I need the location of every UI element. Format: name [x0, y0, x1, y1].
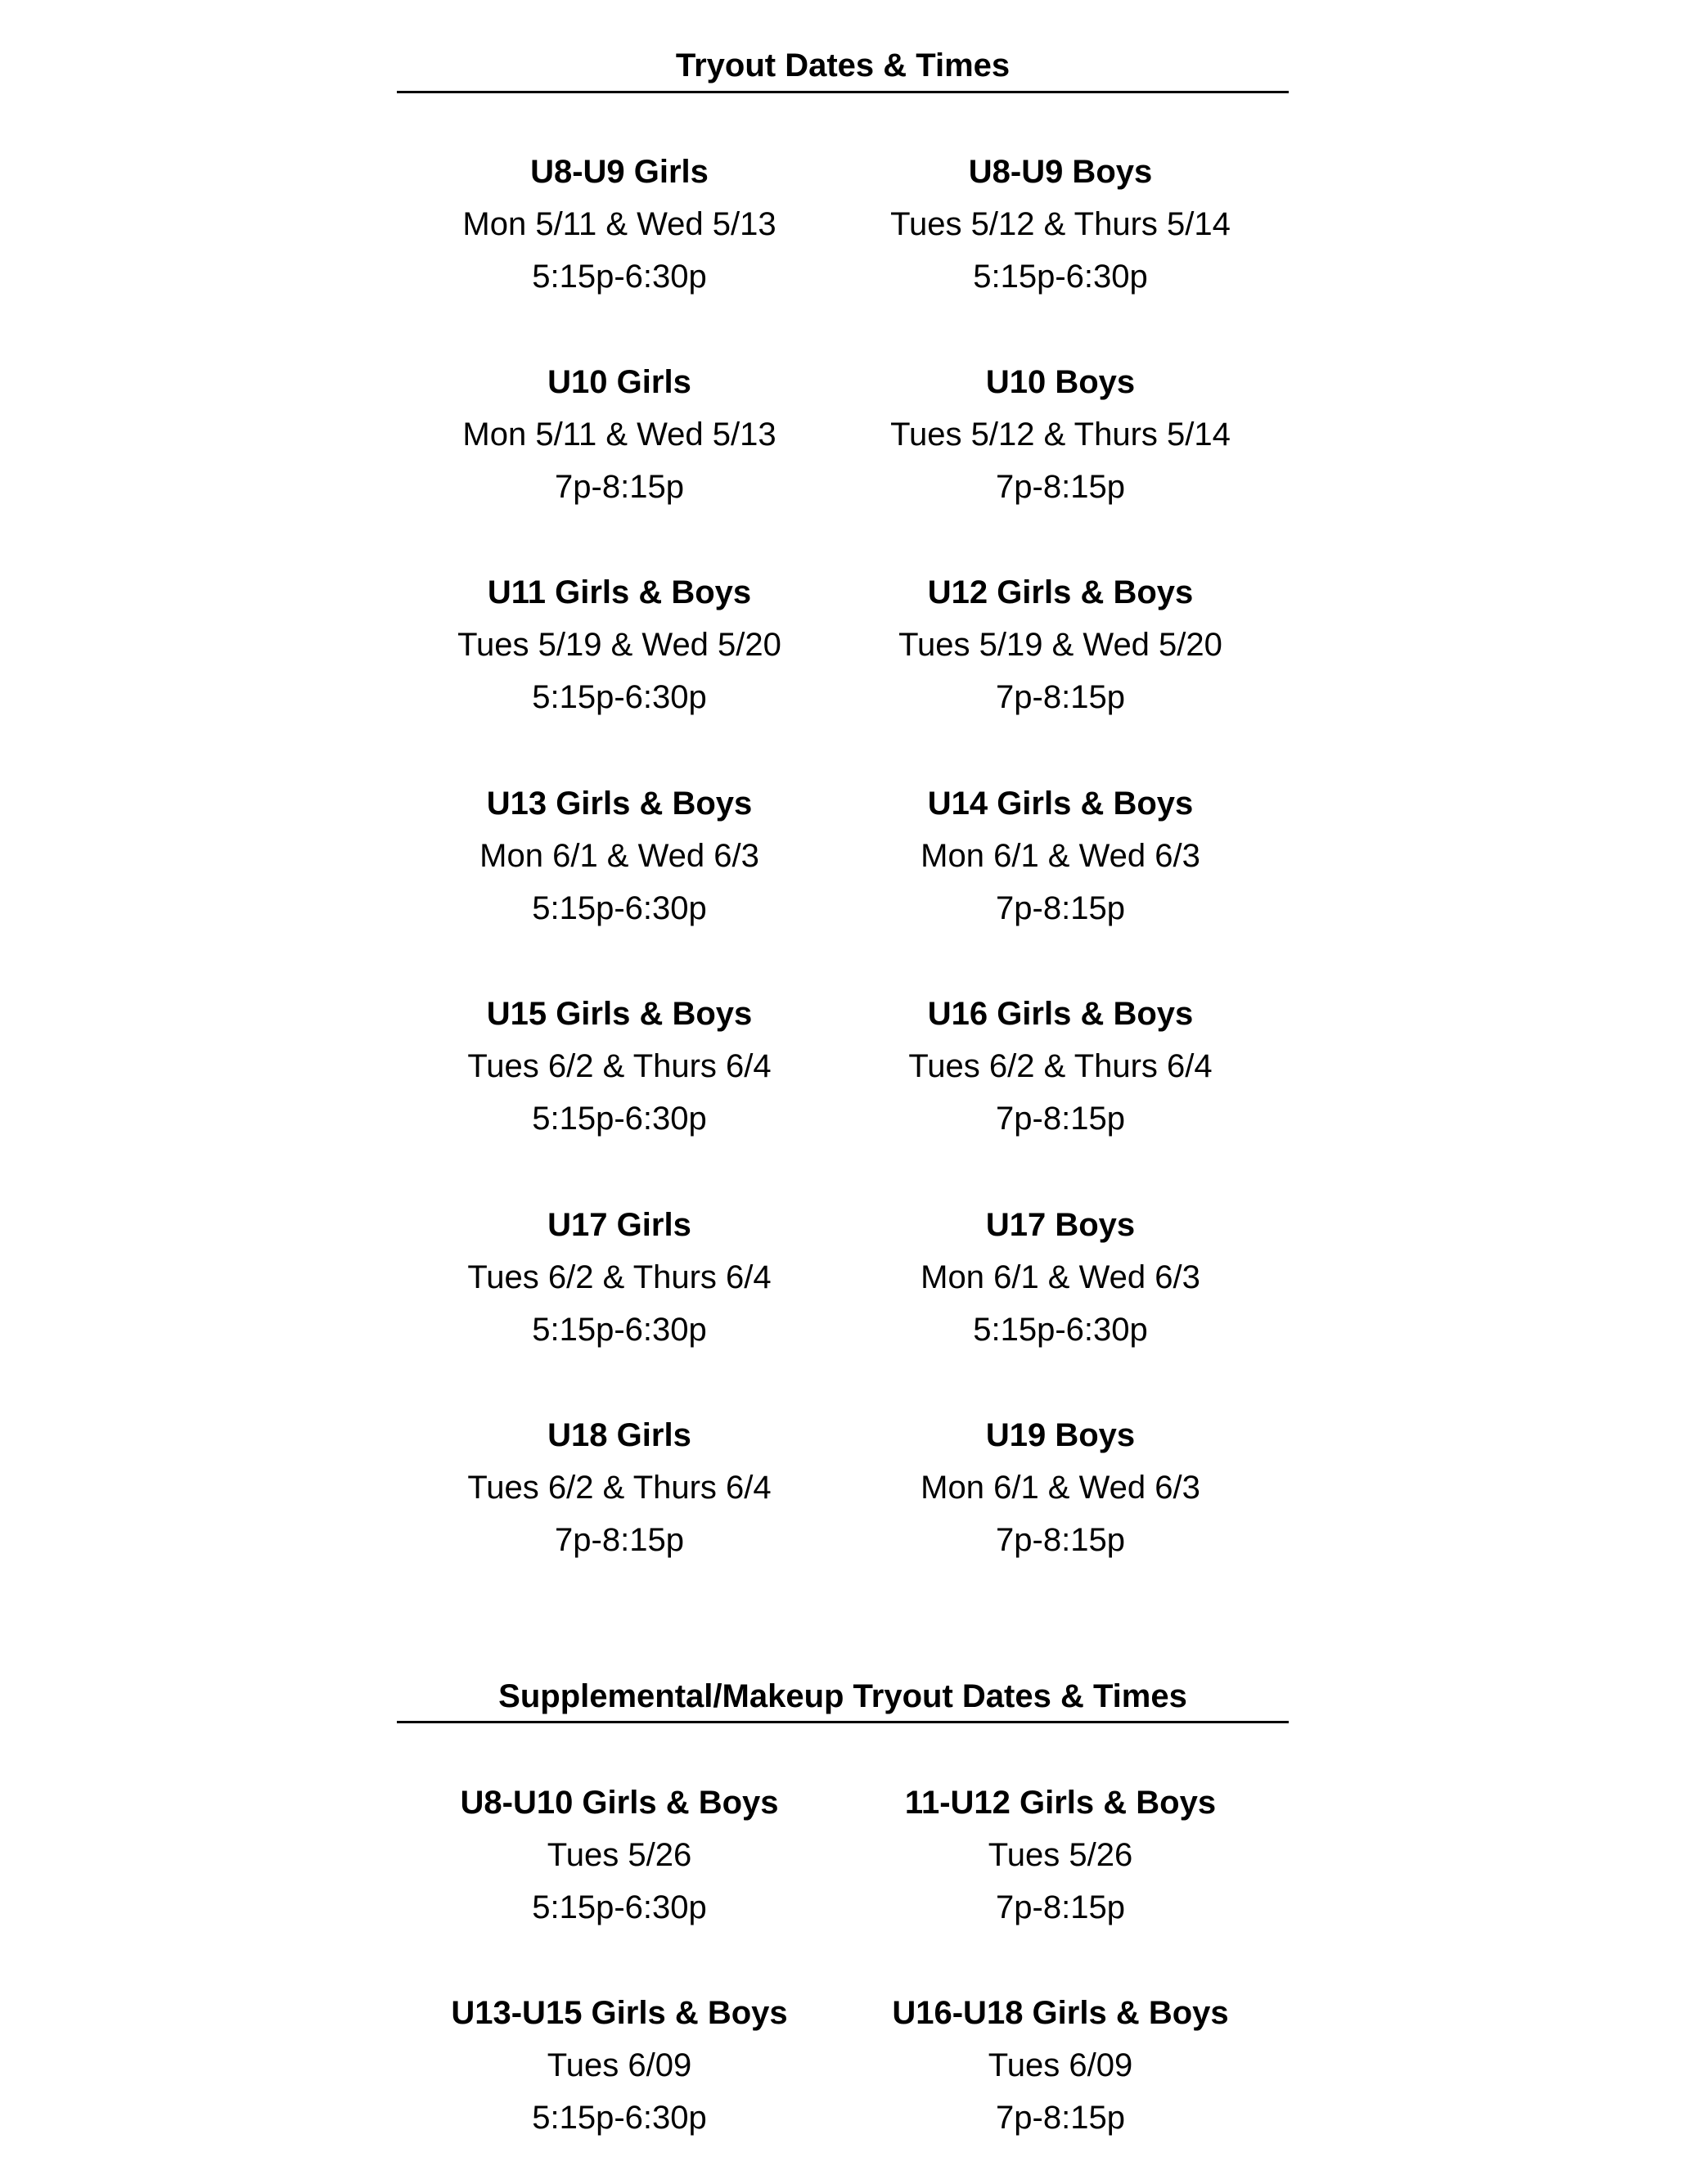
schedule-entry [398, 777, 840, 934]
tryout-time: 5:15p-6:30p [532, 1889, 707, 1925]
tryout-time: 7p-8:15p [996, 1101, 1125, 1137]
schedule-entry [839, 988, 1281, 1145]
tryout-dates: Tues 6/2 & Thurs 6/4 [467, 1470, 772, 1506]
schedule-entry [839, 356, 1281, 513]
tryout-time: 5:15p-6:30p [532, 1312, 707, 1348]
age-group: U15 Girls & Boys [486, 996, 753, 1032]
section-divider [397, 91, 1289, 93]
tryout-time: 5:15p-6:30p [973, 259, 1148, 295]
schedule-entry [398, 988, 840, 1145]
section-title: Supplemental/Makeup Tryout Dates & Times [498, 1678, 1187, 1714]
tryout-time: 5:15p-6:30p [973, 1312, 1148, 1348]
tryout-time: 5:15p-6:30p [532, 679, 707, 715]
age-group: U8-U9 Girls [530, 154, 709, 190]
tryout-time: 7p-8:15p [996, 469, 1125, 505]
tryout-dates: Tues 5/12 & Thurs 5/14 [890, 417, 1231, 453]
schedule-entry [398, 146, 840, 303]
tryout-dates: Mon 6/1 & Wed 6/3 [921, 1470, 1200, 1506]
age-group: U17 Girls [547, 1207, 691, 1243]
schedule-entry [839, 1409, 1281, 1566]
tryout-dates: Mon 6/1 & Wed 6/3 [479, 838, 759, 874]
schedule-entry [839, 566, 1281, 723]
schedule-entry [398, 566, 840, 723]
age-group: U16 Girls & Boys [927, 996, 1194, 1032]
tryout-dates: Tues 6/2 & Thurs 6/4 [467, 1259, 772, 1295]
tryout-dates: Tues 6/09 [547, 2047, 692, 2083]
schedule-entry [839, 1987, 1281, 2144]
tryout-dates: Tues 5/12 & Thurs 5/14 [890, 206, 1231, 242]
schedule-entry [398, 1199, 840, 1356]
age-group: U10 Boys [985, 364, 1136, 400]
tryout-dates: Tues 6/2 & Thurs 6/4 [908, 1048, 1213, 1084]
schedule-entry [398, 356, 840, 513]
age-group: U8-U9 Boys [968, 154, 1153, 190]
tryout-time: 5:15p-6:30p [532, 259, 707, 295]
tryout-dates: Tues 6/09 [988, 2047, 1133, 2083]
schedule-entry [839, 777, 1281, 934]
schedule-entry [398, 1987, 840, 2144]
tryout-time: 7p-8:15p [555, 1522, 684, 1558]
tryout-dates: Mon 5/11 & Wed 5/13 [462, 417, 776, 453]
schedule-entry [839, 146, 1281, 303]
age-group: U14 Girls & Boys [927, 786, 1194, 822]
age-group: U19 Boys [985, 1417, 1136, 1453]
tryout-dates: Tues 5/19 & Wed 5/20 [457, 627, 781, 663]
section-divider [397, 1721, 1289, 1723]
tryout-dates: Tues 6/2 & Thurs 6/4 [467, 1048, 772, 1084]
schedule-entry [839, 1776, 1281, 1934]
tryout-dates: Tues 5/19 & Wed 5/20 [898, 627, 1222, 663]
schedule-entry [398, 1409, 840, 1566]
tryout-time: 5:15p-6:30p [532, 2100, 707, 2136]
section-title: Tryout Dates & Times [675, 47, 1011, 83]
age-group: U16-U18 Girls & Boys [892, 1995, 1229, 2031]
tryout-time: 5:15p-6:30p [532, 890, 707, 926]
tryout-dates: Tues 5/26 [988, 1837, 1133, 1873]
age-group: U11 Girls & Boys [487, 574, 752, 610]
tryout-time: 7p-8:15p [996, 1522, 1125, 1558]
tryout-time: 7p-8:15p [996, 2100, 1125, 2136]
age-group: U13 Girls & Boys [486, 786, 753, 822]
age-group: U17 Boys [985, 1207, 1136, 1243]
tryout-time: 7p-8:15p [996, 1889, 1125, 1925]
age-group: U13-U15 Girls & Boys [451, 1995, 788, 2031]
tryout-time: 7p-8:15p [996, 890, 1125, 926]
age-group: 11-U12 Girls & Boys [904, 1785, 1217, 1821]
age-group: U8-U10 Girls & Boys [460, 1785, 779, 1821]
tryout-dates: Mon 6/1 & Wed 6/3 [921, 838, 1200, 874]
tryout-time: 5:15p-6:30p [532, 1101, 707, 1137]
age-group: U18 Girls [547, 1417, 691, 1453]
tryout-dates: Mon 5/11 & Wed 5/13 [462, 206, 776, 242]
age-group: U12 Girls & Boys [927, 574, 1194, 610]
schedule-entry [839, 1199, 1281, 1356]
tryout-time: 7p-8:15p [996, 679, 1125, 715]
tryout-time: 7p-8:15p [555, 469, 684, 505]
schedule-entry [398, 1776, 840, 1934]
age-group: U10 Girls [547, 364, 691, 400]
tryout-dates: Tues 5/26 [547, 1837, 692, 1873]
tryout-dates: Mon 6/1 & Wed 6/3 [921, 1259, 1200, 1295]
